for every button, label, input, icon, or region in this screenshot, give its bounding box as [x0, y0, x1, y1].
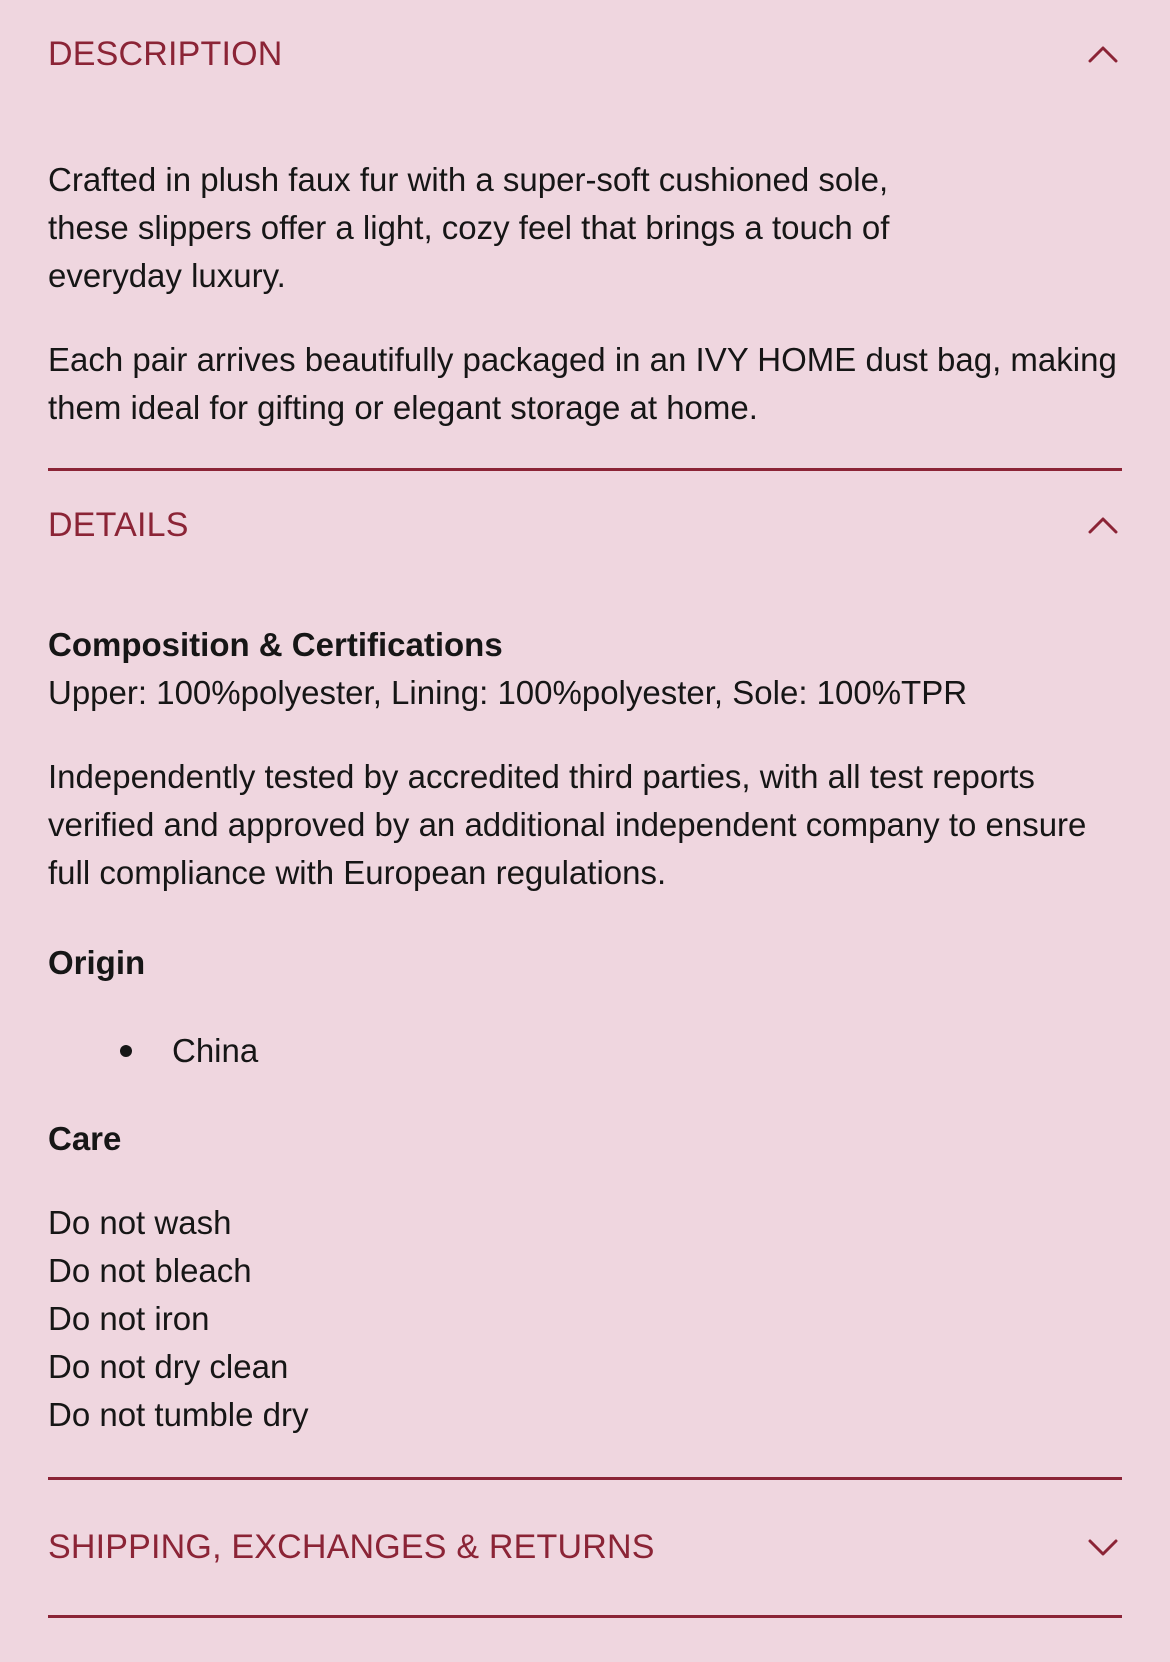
shipping-header[interactable]	[48, 1480, 1122, 1615]
chevron-up-icon[interactable]	[1086, 508, 1120, 542]
chevron-down-icon[interactable]	[1086, 1531, 1120, 1565]
description-paragraph-2: Each pair arrives beautifully packaged in an IVY HOME dust bag, making them ideal for gifting or elegant storage at home.	[48, 341, 1117, 426]
details-section	[48, 471, 1122, 1477]
description-content	[48, 108, 1122, 432]
composition-heading: Composition & Certifications	[48, 626, 503, 663]
shipping-title: SHIPPING, EXCHANGES & RETURNS	[48, 1528, 655, 1566]
description-paragraph-1: Crafted in plush faux fur with a super-soft cushioned sole, these slippers offer a light, cozy feel that brings a touch of everyday luxury.	[48, 161, 890, 294]
origin-heading: Origin	[48, 944, 146, 981]
care-item: Do not tumble dry	[48, 1396, 309, 1433]
description-title: DESCRIPTION	[48, 34, 283, 73]
care-heading: Care	[48, 1120, 122, 1157]
details-header[interactable]	[48, 471, 1122, 579]
shipping-section	[48, 1480, 1122, 1615]
description-section	[48, 0, 1122, 468]
care-list	[48, 1199, 1122, 1439]
origin-country: China	[172, 1032, 259, 1069]
care-item: Do not wash	[48, 1204, 232, 1241]
product-accordion	[48, 0, 1122, 1618]
bullet-icon	[120, 1045, 132, 1057]
composition-materials: Upper: 100%polyester, Lining: 100%polyester, Sole: 100%TPR	[48, 674, 968, 711]
details-title: DETAILS	[48, 505, 189, 544]
care-item: Do not bleach	[48, 1252, 252, 1289]
origin-list	[48, 1027, 1122, 1075]
certification-text: Independently tested by accredited third parties, with all test reports verified and approved by an additional independent company to ensure full compliance with European regulations.	[48, 758, 1087, 891]
chevron-up-icon[interactable]	[1086, 37, 1120, 71]
care-item: Do not dry clean	[48, 1348, 289, 1385]
details-content	[48, 579, 1122, 1439]
care-item: Do not iron	[48, 1300, 210, 1337]
list-item	[48, 1027, 1122, 1075]
section-divider	[48, 1615, 1122, 1618]
description-header[interactable]	[48, 0, 1122, 108]
